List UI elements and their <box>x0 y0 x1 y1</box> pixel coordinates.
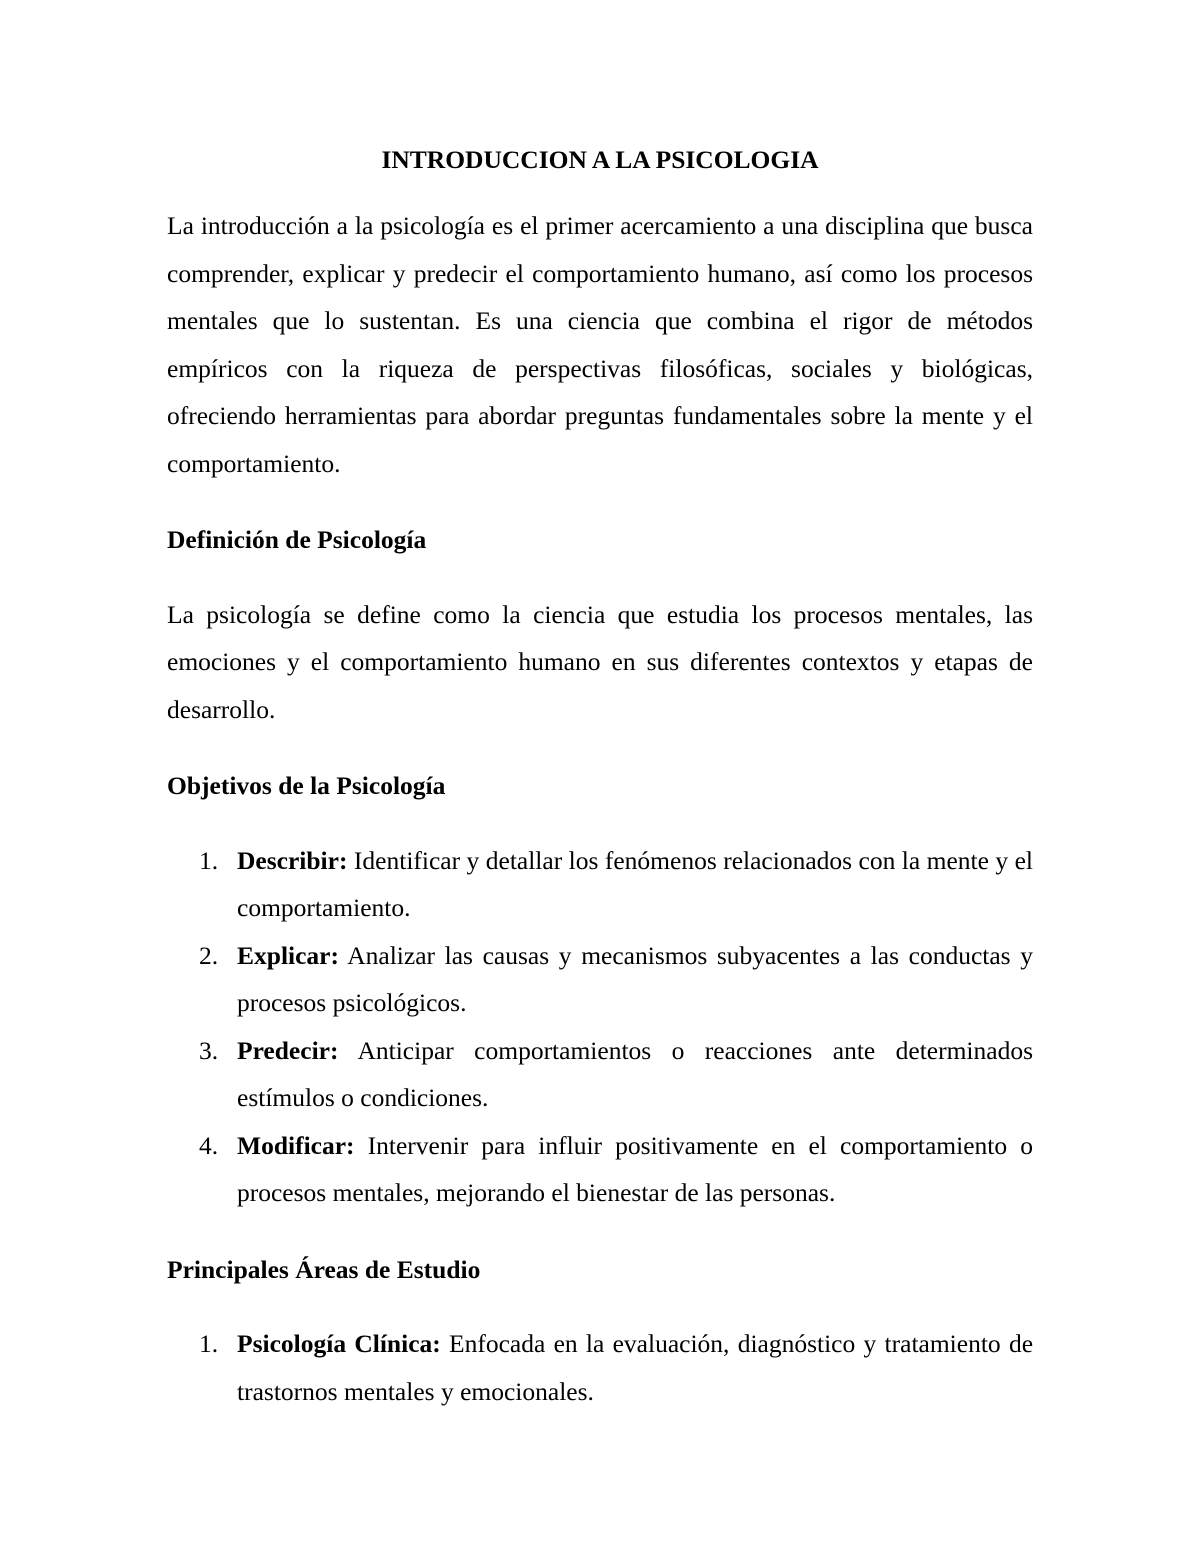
objectives-heading: Objetivos de la Psicología <box>167 771 446 800</box>
document-page <box>167 140 1033 1415</box>
list-text: Identificar y detallar los fenómenos relacionados con la mente y el comportamiento. <box>237 845 1033 922</box>
definition-paragraph: La psicología se define como la ciencia que estudia los procesos mentales, las emociones y el comportamiento humano en sus diferentes contextos y etapas de desarrollo. <box>167 599 1033 724</box>
list-number: 2. <box>199 940 219 970</box>
objectives-list <box>167 837 1033 1217</box>
list-item <box>167 1320 1033 1415</box>
areas-list <box>167 1320 1033 1415</box>
list-term: Explicar: <box>237 940 339 970</box>
list-text: Anticipar comportamientos o reacciones ante determinados estímulos o condiciones. <box>237 1035 1033 1112</box>
list-number: 4. <box>199 1130 219 1160</box>
list-item <box>167 932 1033 1027</box>
list-item <box>167 837 1033 932</box>
definition-heading: Definición de Psicología <box>167 525 427 554</box>
list-item <box>167 1122 1033 1217</box>
list-number: 3. <box>199 1035 219 1065</box>
list-term: Psicología Clínica: <box>237 1329 441 1358</box>
list-item <box>167 1027 1033 1122</box>
list-text: Analizar las causas y mecanismos subyacentes a las conductas y procesos psicológicos. <box>237 940 1033 1017</box>
list-number: 1. <box>199 845 219 875</box>
areas-heading: Principales Áreas de Estudio <box>167 1254 481 1284</box>
document-title: INTRODUCCION A LA PSICOLOGIA <box>381 145 819 174</box>
list-text: Intervenir para influir positivamente en el comportamiento o procesos mentales, mejorando el bienestar de las personas. <box>237 1130 1033 1207</box>
list-number: 1. <box>199 1329 219 1358</box>
list-term: Modificar: <box>237 1130 355 1160</box>
list-text: Enfocada en la evaluación, diagnóstico y tratamiento de trastornos mentales y emocionales. <box>237 1329 1034 1406</box>
list-term: Describir: <box>237 845 348 875</box>
list-term: Predecir: <box>237 1035 339 1065</box>
intro-paragraph: La introducción a la psicología es el primer acercamiento a una disciplina que busca comprender, explicar y predecir el comportamiento humano, así como los procesos mentales que lo sustentan. Es una ciencia que combina el rigor de métodos empíricos con la riqueza de perspectivas filosóficas, sociales y biológicas, ofreciendo herramientas para abordar preguntas fundamentales sobre la mente y el comportamiento. <box>167 211 1033 478</box>
